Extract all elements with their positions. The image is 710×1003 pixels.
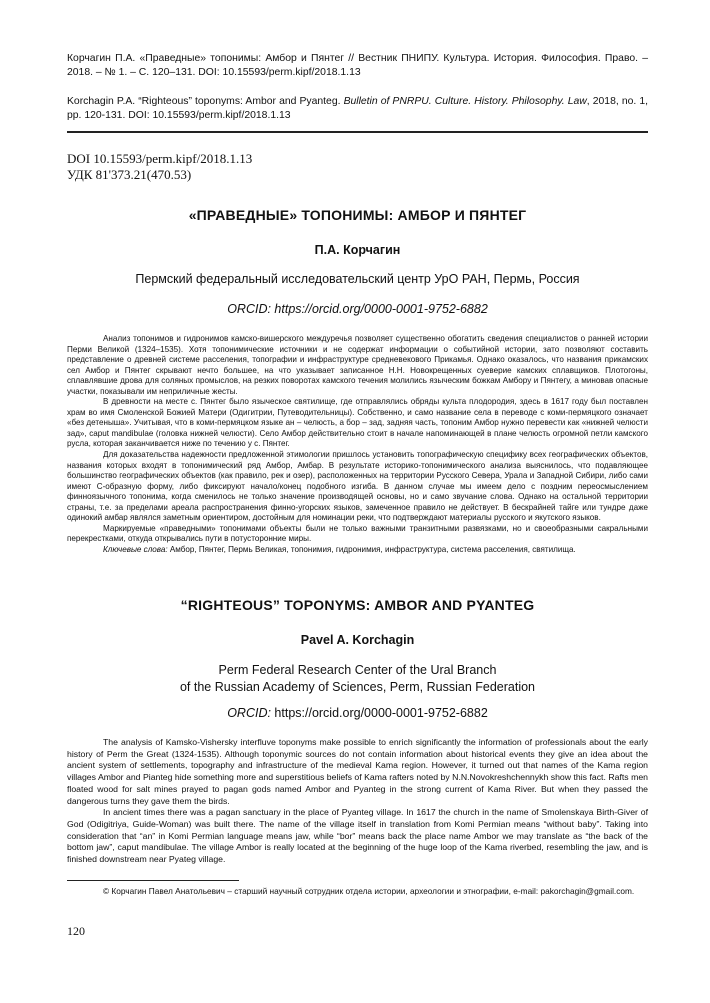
citation-en <box>67 95 648 123</box>
citation-ru: Корчагин П.А. «Праведные» топонимы: Амбор и Пянтег // Вестник ПНИПУ. Культура. История. Философия. Право. – 2018. – № 1. – С. 120–131. DOI: 10.15593/perm.kipf/2018.1.13 <box>67 53 648 78</box>
page-number: 120 <box>67 924 85 938</box>
orcid-en <box>67 706 648 720</box>
author-ru: П.А. Корчагин <box>314 243 401 257</box>
orcid-ru: ORCID: https://orcid.org/0000-0001-9752-6882 <box>227 302 488 316</box>
citation-en-prefix: Korchagin P.A. “Righteous” toponyms: Ambor and Pyanteg. <box>67 96 344 107</box>
header-divider <box>67 131 648 133</box>
doi-line: DOI 10.15593/perm.kipf/2018.1.13 <box>67 151 253 166</box>
orcid-en-label: ORCID: <box>227 706 271 720</box>
abstract-ru <box>67 334 648 555</box>
article-title-en: “RIGHTEOUS” TOPONYMS: AMBOR AND PYANTEG <box>180 597 535 613</box>
abstract-en <box>67 737 648 866</box>
udk-line: УДК 81'373.21(470.53) <box>67 167 192 182</box>
article-title-ru: «ПРАВЕДНЫЕ» ТОПОНИМЫ: АМБОР И ПЯНТЕГ <box>188 207 527 223</box>
citation-en-journal: Bulletin of PNRPU. Culture. History. Philosophy. Law <box>343 96 587 107</box>
footnote-divider <box>67 880 239 881</box>
affiliation-ru: Пермский федеральный исследовательский центр УрО РАН, Пермь, Россия <box>135 272 580 286</box>
keywords-list: Амбор, Пянтег, Пермь Великая, топонимия, гидронимия, инфраструктура, система расселения, святилища. <box>167 544 576 554</box>
citation-en-suffix: , 2018, no. 1, pp. 120-131. DOI: 10.15593/perm.kipf/2018.1.13 <box>67 96 648 121</box>
abstract-ru-paragraph: В древности на месте с. Пянтег было языческое святилище, где отправлялись обряды культа плодородия, здесь в 1617 году был поставлен храм во имя Смоленской Божией Матери (Одигитрии, Путеводительницы). Собственно, и само название села в переводе с коми-пермяцкого означает «без детеныша». Учитывая, что в коми-пермяцком языке ан – челюсть, а бор – зад, задняя часть, топоним Амбор нужно перевести как «нижней челюсти зад», caput mandibulae (головка нижней челюсти). Село Амбор действительно стоит в начале напоминающей в плане челюсть огромной петли камского русла, которая заканчивается ниже по течению у с. Пянтег. <box>67 397 648 449</box>
abstract-ru-paragraph: Для доказательства надежности предложенной этимологии пришлось установить топографическую специфику всех географических объектов, названия которых входят в топонимический ряд Амбор, Амбар. В результате историко-топонимического анализа выяснилось, что подавляющее большинство географических объектов (как правило, рек и озер), расположенных на территории Русского Севера, Урала и Западной Сибири, либо сами имеют С-образную форму, либо фиксируют начало/конец подобного изгиба. В данном случае мы имеем дело с поздним переосмыслением финноязычного топонима, когда сменилось не только значение производящей основы, но и само звучание слова. Однако на остальной территории страны, т.е. за пределами ареала распространения финно-угорских языков, замеченное правило не действует. В бескрайней тайге или тундре даже одинокий амбар являлся заметным ориентиром, достойным для номинации реки, что подтверждают материалы русского и якутского языков. <box>67 450 648 523</box>
abstract-en-paragraph: In ancient times there was a pagan sanctuary in the place of Pyanteg village. In 1617 the church in the name of Smolenskaya Birth-Giver of God (Odigitriya, Guide-Woman) was built there. The name of the village itself in translation from Komi Permian means “without baby”. Taking into consideration that “an” in Komi Permian language means jaw, while “bor” means back the place name Ambor we may translate as “the back of the bottom jaw”, caput mandibulae. The village Ambor is really located at the beginning of the huge loop of the Kama riverbed, resembling the jaw, and is finished downstream near Pyateg village. <box>67 807 648 865</box>
orcid-en-url: https://orcid.org/0000-0001-9752-6882 <box>270 706 488 720</box>
affiliation-en-line: of the Russian Academy of Sciences, Perm, Russian Federation <box>179 680 536 694</box>
abstract-ru-paragraph: Анализ топонимов и гидронимов камско-вишерского междуречья позволяет существенно обогатить сведения специалистов о ранней истории Перми Великой (1324–1535). Хотя топонимические источники и не содержат информации о событийной истории, зато позволяют составить представление о древней системе расселения, топографии и инфраструктуре средневекового Прикамья. Однако оказалось, что названия прикамских сел Амбор и Пянтег скрывают нечто большее, на что указывает записанное Н.Н. Новокрещенных суеверие камских сплавщиков. Плотогоны, сплавлявшие дрова для соляных промыслов, на резких поворотах камского течения молились языческим божкам Амбору и Пянтегу, а миновав опасные участки, показывали им неприличные жесты. <box>67 334 648 396</box>
author-en: Pavel A. Korchagin <box>300 633 415 647</box>
author-footnote: © Корчагин Павел Анатольевич – старший научный сотрудник отдела истории, археологии и этнографии, e-mail: pakorchagin@gmail.com. <box>103 886 635 896</box>
affiliation-en <box>67 662 648 696</box>
keywords-ru <box>67 545 648 556</box>
affiliation-en-line: Perm Federal Research Center of the Ural Branch <box>218 663 497 677</box>
abstract-ru-paragraph: Маркируемые «праведными» топонимами объекты были не только важными транзитными развязками, но и своеобразными сакральными перекрестками, откуда открывались пути в потусторонние миры. <box>67 523 648 544</box>
keywords-label: Ключевые слова: <box>103 544 168 554</box>
abstract-en-paragraph: The analysis of Kamsko-Vishersky interfluve toponyms make possible to enrich significantly the information of professionals about the early history of Perm the Great (1324-1535). Although toponymic sources do not contain information about historical events they give an idea about the ancient system of settlements, topography and infrastructure of the medieval Kama region. However, it turned out that names of the Kama region villages Ambor and Pianteg hide something more and superstitious beliefs of Kama rafters noted by N.N.Novokreshchennykh show this fact. Rafts men floated wood for salt mines prayed to pagan gods named Ambor and Pyanteg in the strong current of Kama River. But when they passed the dangerous turns they gave them the birds. <box>67 737 648 806</box>
